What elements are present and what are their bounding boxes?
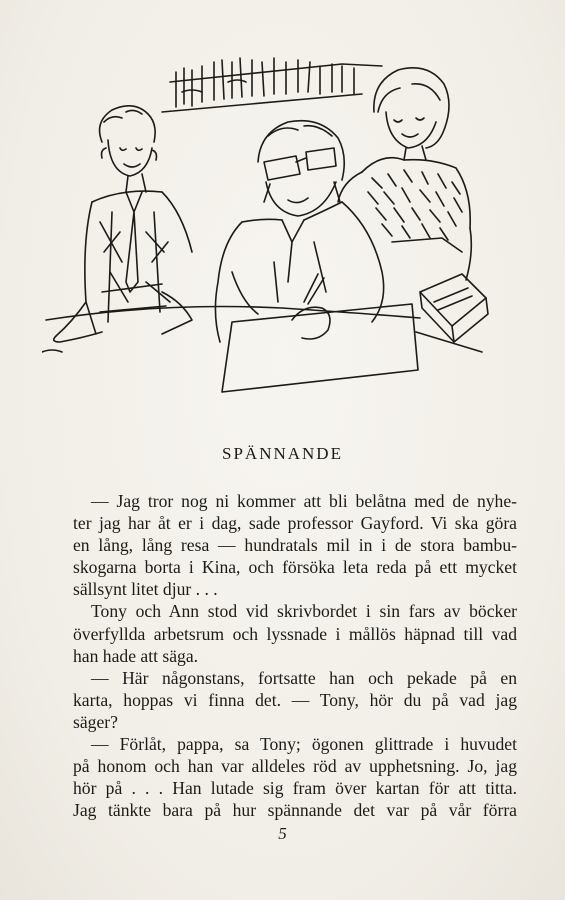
text-line: Tony och Ann stod vid skrivbordet i sin fars av böcker [91, 601, 517, 622]
illustration-family-at-desk [42, 52, 492, 397]
text-line: hör på . . . Han lutade sig fram över kartan för att titta. [73, 778, 517, 799]
page-number: 5 [278, 824, 287, 843]
ink-sketch-drawing [42, 52, 492, 397]
text-line: på honom och han var alldeles röd av upphetsning. Jo, jag [73, 756, 517, 777]
text-line: skogarna borta i Kina, och försöka leta reda på ett mycket [73, 557, 517, 578]
book-sketch [420, 274, 488, 342]
text-line: en lång, lång resa — hundratals mil in i de stora bambu- [73, 535, 517, 556]
text-line: Jag tänkte bara på hur spännande det var på vår förra [73, 800, 517, 821]
text-line: — Jag tror nog ni kommer att bli belåtna med de nyhe- [91, 491, 517, 511]
woman-figure [338, 68, 471, 280]
bookshelf-sketch [162, 58, 382, 112]
text-line: karta, hoppas vi finna det. — Tony, hör du på vad jag [73, 689, 517, 710]
boy-figure [54, 106, 192, 342]
text-line: säger? [73, 711, 118, 732]
chapter-title: SPÄNNANDE [222, 444, 343, 463]
text-line: — Förlåt, pappa, sa Tony; ögonen glittrade i huvudet [91, 734, 517, 755]
text-line: han hade att säga. [73, 645, 199, 666]
body-text [73, 490, 517, 821]
text-line: — Här någonstans, fortsatte han och pekade på en [91, 667, 517, 688]
text-line: sällsynt litet djur . . . [73, 579, 218, 600]
text-line: ter jag har åt er i dag, sade professor Gayford. Vi ska göra [73, 513, 517, 534]
text-line: överfyllda arbetsrum och lyssnade i mållös häpnad till vad [73, 623, 517, 644]
